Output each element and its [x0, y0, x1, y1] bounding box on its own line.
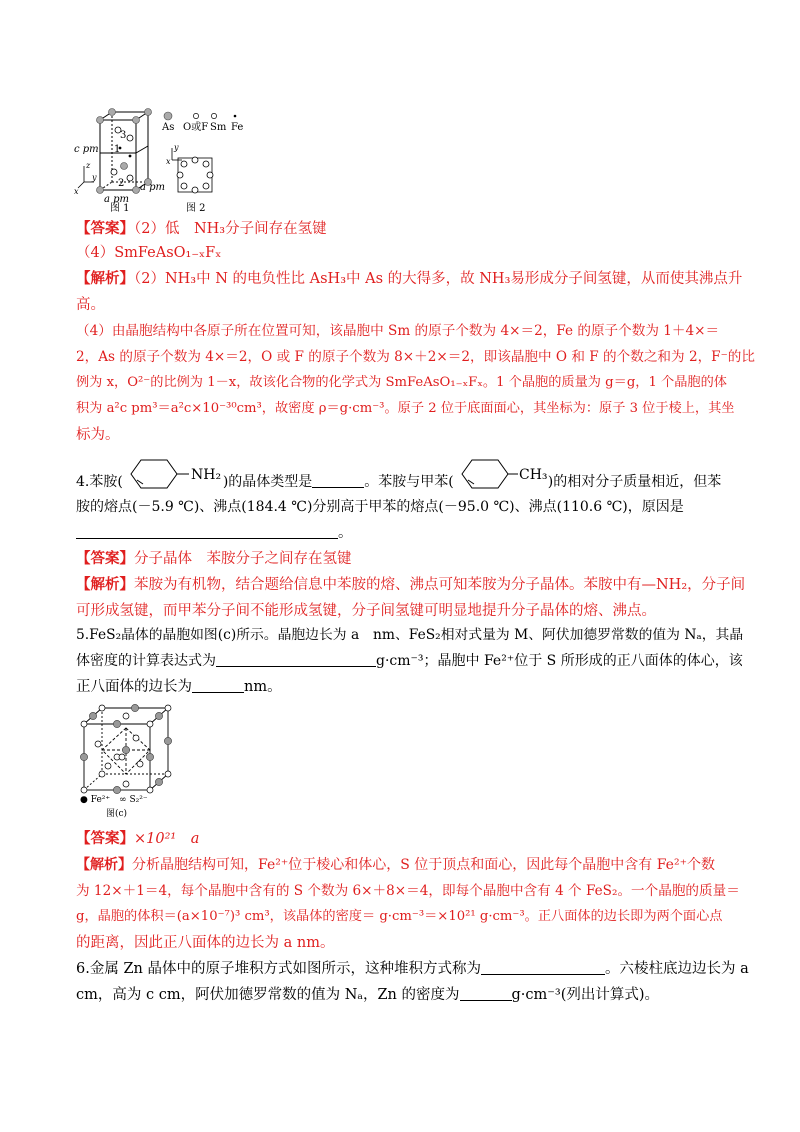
q5-text-2a: 体密度的计算表达式为 [76, 653, 216, 669]
q6-blank-2 [460, 986, 512, 1001]
q3-analysis-line-4: 2，As 的原子个数为 4×＝2，O 或 F 的原子个数为 8×＋2×＝2，即该晶胞中 O 和 F 的个数之和为 2，F⁻的比 [76, 349, 755, 365]
q5-line-3 [76, 676, 282, 698]
q6-blank-1 [481, 960, 605, 975]
crystal-figure-c [78, 704, 178, 820]
fig2-axis-y-label: y [174, 143, 179, 152]
q5-text-2b: g·cm⁻³；晶胞中 Fe²⁺位于 S 所形成的正八面体的体心，该 [376, 653, 743, 669]
dim-label-c: c pm [74, 144, 99, 155]
q4-answer-line [76, 548, 352, 570]
q4-line3-end: 。 [338, 525, 353, 541]
q3-answer-text-2: （4）SmFeAsO₁₋ₓFₓ [76, 245, 222, 261]
q3-analysis-text-1: （2）NH₃中 N 的电负性比 AsH₃中 As 的大得多，故 NH₃易形成分子间氢键，从而使其沸点升 [134, 271, 743, 287]
q4-text-3: 。苯胺与甲苯( [364, 474, 454, 490]
q5-analysis-line-4: 的距离，因此正八面体的边长为 a nm。 [76, 935, 335, 951]
dim-label-a1: a pm [104, 194, 130, 205]
q5-answer-text: ×10²¹ a [134, 831, 200, 847]
q5-blank-2 [192, 678, 244, 693]
q4-text-1: 4.苯胺( [76, 474, 123, 490]
fig1-caption: 图 1 [110, 203, 130, 213]
q3-analysis-line-2: 高。 [76, 297, 105, 313]
q5-line-1: 5.FeS₂晶体的晶胞如图(c)所示。晶胞边长为 a nm、FeS₂相对式量为 M、阿伏加德罗常数的值为 Nₐ，其晶 [76, 627, 744, 643]
fig2-axis-x-label: x [166, 157, 171, 166]
crystal-figure-1-2 [74, 108, 254, 213]
q3-analysis-line-1 [76, 268, 742, 290]
q4-line-3 [76, 522, 353, 544]
q4-blank-2 [76, 524, 338, 539]
answer-tag: 【答案】 [76, 220, 134, 237]
axis-y-label: y [92, 173, 97, 182]
fig-c-caption: 图(c) [106, 809, 128, 819]
answer-tag: 【答案】 [76, 550, 134, 567]
q6-text-2b: g·cm⁻³(列出计算式)。 [511, 987, 660, 1003]
q5-analysis-line-2: 为 12×＋1＝4，每个晶胞中含有的 S 个数为 6×＋8×＝4，即每个晶胞中含有 4 个 FeS₂。一个晶胞的质量＝ [76, 883, 740, 899]
analysis-tag: 【解析】 [76, 270, 134, 287]
q4-line-1 [76, 456, 721, 496]
q3-answer-line-2 [76, 242, 221, 264]
q4-answer-text: 分子晶体 苯胺分子之间存在氢键 [134, 551, 352, 567]
q4-analysis-line-1 [76, 574, 745, 596]
legend-sm: Sm [210, 122, 227, 133]
q4-analysis-line-2: 可形成氢键，而甲苯分子间不能形成氢键，分子间氢键可明显地提升分子晶体的熔、沸点。 [76, 603, 656, 619]
q4-blank-1 [312, 473, 364, 488]
atom-label-2: 2 [118, 178, 125, 189]
answer-tag: 【答案】 [76, 830, 134, 847]
q5-analysis-line-3: g，晶胞的体积＝(a×10⁻⁷)³ cm³，该晶体的密度＝ g·cm⁻³＝×10²¹ g·cm⁻³。正八面体的边长即为两个面心点 [76, 909, 723, 924]
q5-blank-1 [216, 652, 376, 667]
q3-answer-text-1: （2）低 NH₃分子间存在氢键 [134, 221, 327, 237]
q5-text-3a: 正八面体的边长为 [76, 679, 192, 695]
q6-line-2 [76, 984, 659, 1006]
analysis-tag: 【解析】 [76, 857, 132, 873]
q6-text-2a: cm，高为 c cm，阿伏加德罗常数的值为 Nₐ，Zn 的密度为 [76, 987, 460, 1003]
q6-text-1a: 6.金属 Zn 晶体中的原子堆积方式如图所示，这种堆积方式称为 [76, 961, 481, 977]
q4-line-2: 胺的熔点(－5.9 ℃)、沸点(184.4 ℃)分别高于甲苯的熔点(－95.0 ℃)、沸点(110.6 ℃)，原因是 [76, 499, 684, 515]
ch3-label: CH₃ [518, 467, 548, 483]
q3-analysis-line-5: 例为 x，O²⁻的比例为 1－x，故该化合物的化学式为 SmFeAsO₁₋ₓFₓ。1 个晶胞的质量为 g＝g，1 个晶胞的体 [76, 375, 727, 390]
q4-text-4: )的相对分子质量相近，但苯 [547, 474, 722, 490]
q5-line-2 [76, 650, 743, 672]
nh2-label: NH₂ [190, 467, 221, 483]
q3-answer-line-1 [76, 218, 327, 240]
q3-analysis-line-7: 标为。 [76, 427, 120, 443]
q4-text-2: )的晶体类型是 [222, 474, 313, 490]
q6-text-1b: 。六棱柱底边边长为 a [604, 961, 749, 977]
q5-analysis-text-1: 分析晶胞结构可知，Fe²⁺位于棱心和体心，S 位于顶点和面心，因此每个晶胞中含有 Fe²⁺个数 [132, 857, 715, 873]
fig-c-legend: ● Fe²⁺ ∞ S₂²⁻ [80, 795, 148, 805]
legend-as: As [162, 122, 175, 133]
atom-label-1: 1 [114, 144, 121, 155]
fig2-caption: 图 2 [186, 203, 206, 213]
analysis-tag: 【解析】 [76, 576, 134, 593]
axis-x-label: x [74, 187, 79, 196]
q5-text-3b: nm。 [244, 679, 282, 695]
dim-label-a2: a pm [140, 182, 166, 193]
q3-analysis-line-3: （4）由晶胞结构中各原子所在位置可知，该晶胞中 Sm 的原子个数为 4×＝2，Fe 的原子个数为 1＋4×＝ [76, 323, 720, 339]
q5-answer-line [76, 828, 199, 850]
atom-label-3: 3 [120, 130, 127, 141]
legend-o-or-f: O或F [183, 122, 209, 133]
q4-analysis-text-1: 苯胺为有机物，结合题给信息中苯胺的熔、沸点可知苯胺为分子晶体。苯胺中有—NH₂，分子间 [134, 577, 746, 593]
q6-line-1 [76, 958, 749, 980]
q3-analysis-line-6: 积为 a²c pm³＝a²c×10⁻³⁰cm³，故密度 ρ＝g·cm⁻³。原子 2 位于底面面心，其坐标为：原子 3 位于棱上，其坐 [76, 401, 735, 416]
legend-fe: Fe [231, 122, 244, 133]
axis-z-label: z [86, 161, 91, 170]
q5-analysis-line-1 [76, 854, 715, 876]
